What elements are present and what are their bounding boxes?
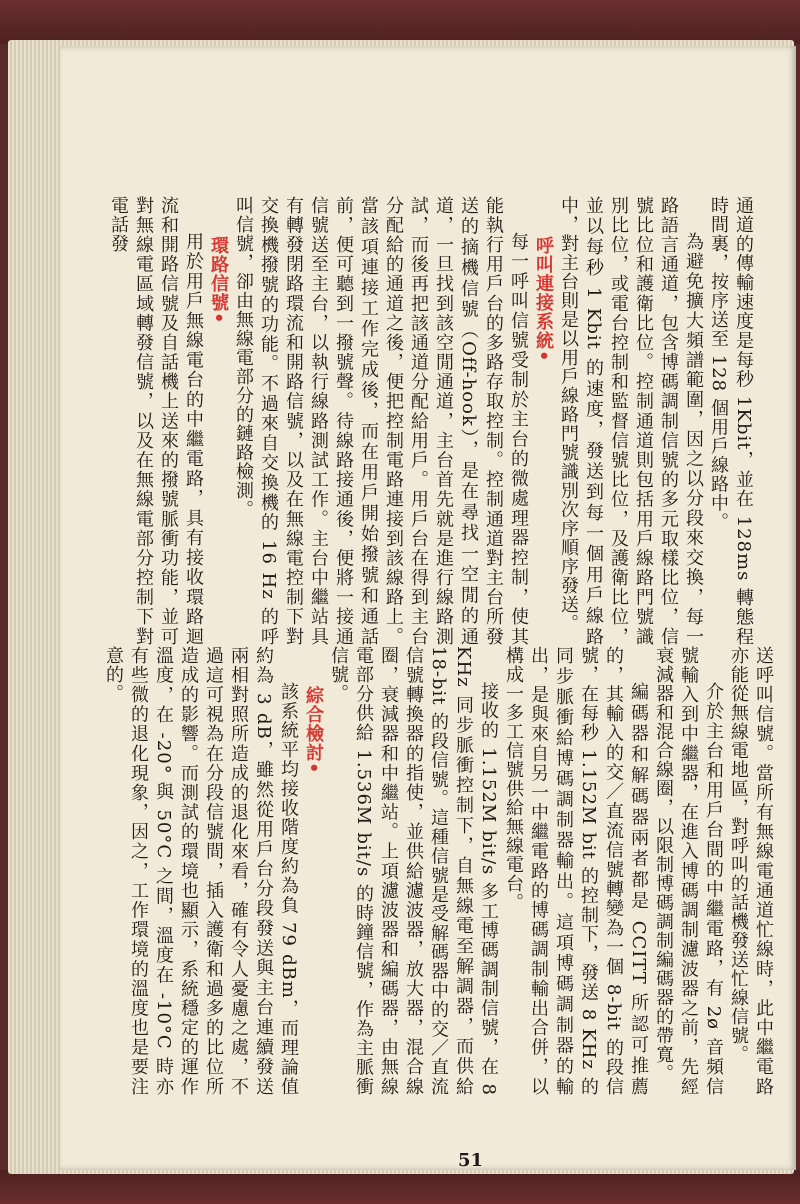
book-cover-top — [0, 0, 800, 44]
section-heading-loop-signal — [206, 196, 231, 646]
upper-text-block — [108, 196, 756, 646]
heading-text: 環路信號 — [208, 236, 229, 312]
book-cover-bottom — [0, 1170, 800, 1204]
bullet-dot-icon: • — [208, 312, 229, 325]
paragraph: 每一呼叫信號受制於主台的微處理器控制，使其能執行用戶台的多路存取控制。控制通道對主台所發送的摘機信號（Off-hook），是在尋找一空閒的通道，一旦找到該空閒通道，主台首先就是進行線路測試，而後再把該通道分配給用戶。用戶台在得到主台分配給的通道之後，便把控制電路連接到該線路上。當該項連接工作完成後，而在用戶開始撥號和通話前，便可聽到一撥號聲。待線路接通後，便將一接通信號送至主台，以執行線路測試工作。主台中繼站具有轉發閉路環流和開路信號，以及在無線電控制下對交換機撥號的功能。不過來自交換機的 16 Hz 的呼叫信號，卻由無線電部分的鏈路檢測。 — [233, 196, 529, 646]
paragraph: 接收的 1.152M bit/s 多工博碼調制信號，在 8 KHz 同步脈衝控制下，自無線電至解調器，而供給 18-bit 的段信號。這種信號是受解碼器中的交／直流信號轉換器的指使，並供給濾波器，放大器，混合線圈，衰減器和中繼站。上項濾波器和編碼器，由無線電部分供給 1.536M bit/s 的時鐘信號，作為主脈衝信號。 — [328, 646, 499, 1096]
heading-text: 呼叫連接系統 — [533, 236, 554, 350]
paragraph: 通道的傳輸速度是每秒 1Kbit，並在 128ms 轉態程時間裏，按序送至 128 個用戶線路中。 — [708, 196, 754, 646]
paragraph: 送呼叫信號。當所有無線電通道忙線時，此中繼電路亦能從無線電地區，對呼叫的話機發送忙線信號。 — [728, 646, 774, 1096]
book-page — [60, 46, 796, 1170]
page-number: 51 — [458, 1150, 484, 1171]
section-heading-call-connection — [531, 196, 556, 646]
paragraph: 該系統平均接收階度約為負 79 dBm，而理論值約為 3 dB，雖然從用戶台分段發送與主台連續發送兩相對照所造成的退化來看，確有令人憂慮之處，不過這可視為在分段信號間，插入護衛和過多的比位所造成的影響。而測試的環境也顯示，系統穩定的運作溫度，在 -20° 與 50°C 之間，溫度在 -10°C 時亦有些微的退化現象，因之，工作環境的溫度也是要注意的。 — [103, 646, 299, 1096]
heading-text: 綜合檢討 — [303, 686, 324, 762]
bullet-dot-icon: • — [533, 350, 554, 363]
paragraph: 編碼器和解碼器兩者都是 CCITT 所認可推薦的，其輸入的交／直流信號轉變為一個 8-bit 的段信號，在每秒 1.152M bit 的控制下，發送 8 KHz 的同步脈衝給博碼調制器輸出。這項博碼調制器的輸出，是與來自另一中繼電路的博碼調制輸出合併，以構成一多工信號供給無線電台。 — [503, 646, 649, 1096]
bullet-dot-icon: • — [303, 762, 324, 775]
section-heading-review — [301, 646, 326, 1096]
paragraph: 介於主台和用戶台間的中繼電路，有 2ø 音頻信號輸入到中繼器，在進入博碼調制濾波器之前，先經衰減器和混合線圈，以限制博碼調制編碼器的帶寬。 — [653, 646, 724, 1096]
paragraph: 用於用戶無線電台的中繼電路，具有接收環路迴流和開路信號及自話機上送來的撥號脈衝功能，並可對無線電區域轉發信號，以及在無線電部分控制下對電話發 — [108, 196, 204, 646]
paragraph: 為避免擴大頻譜範圍，因之以分段來交換，每一路語言通道，包含博碼調制信號的多元取樣比位，信號比位和護衛比位。控制通道則包括用戶線路門號識別比位，或電台控制和監督信號比位，及護衛比位，並以每秒 1 Kbit 的速度，發送到每一個用戶線路中，對主台則是以用戶線路門號識別次序順序發送。 — [558, 196, 704, 646]
lower-text-block — [103, 646, 776, 1096]
